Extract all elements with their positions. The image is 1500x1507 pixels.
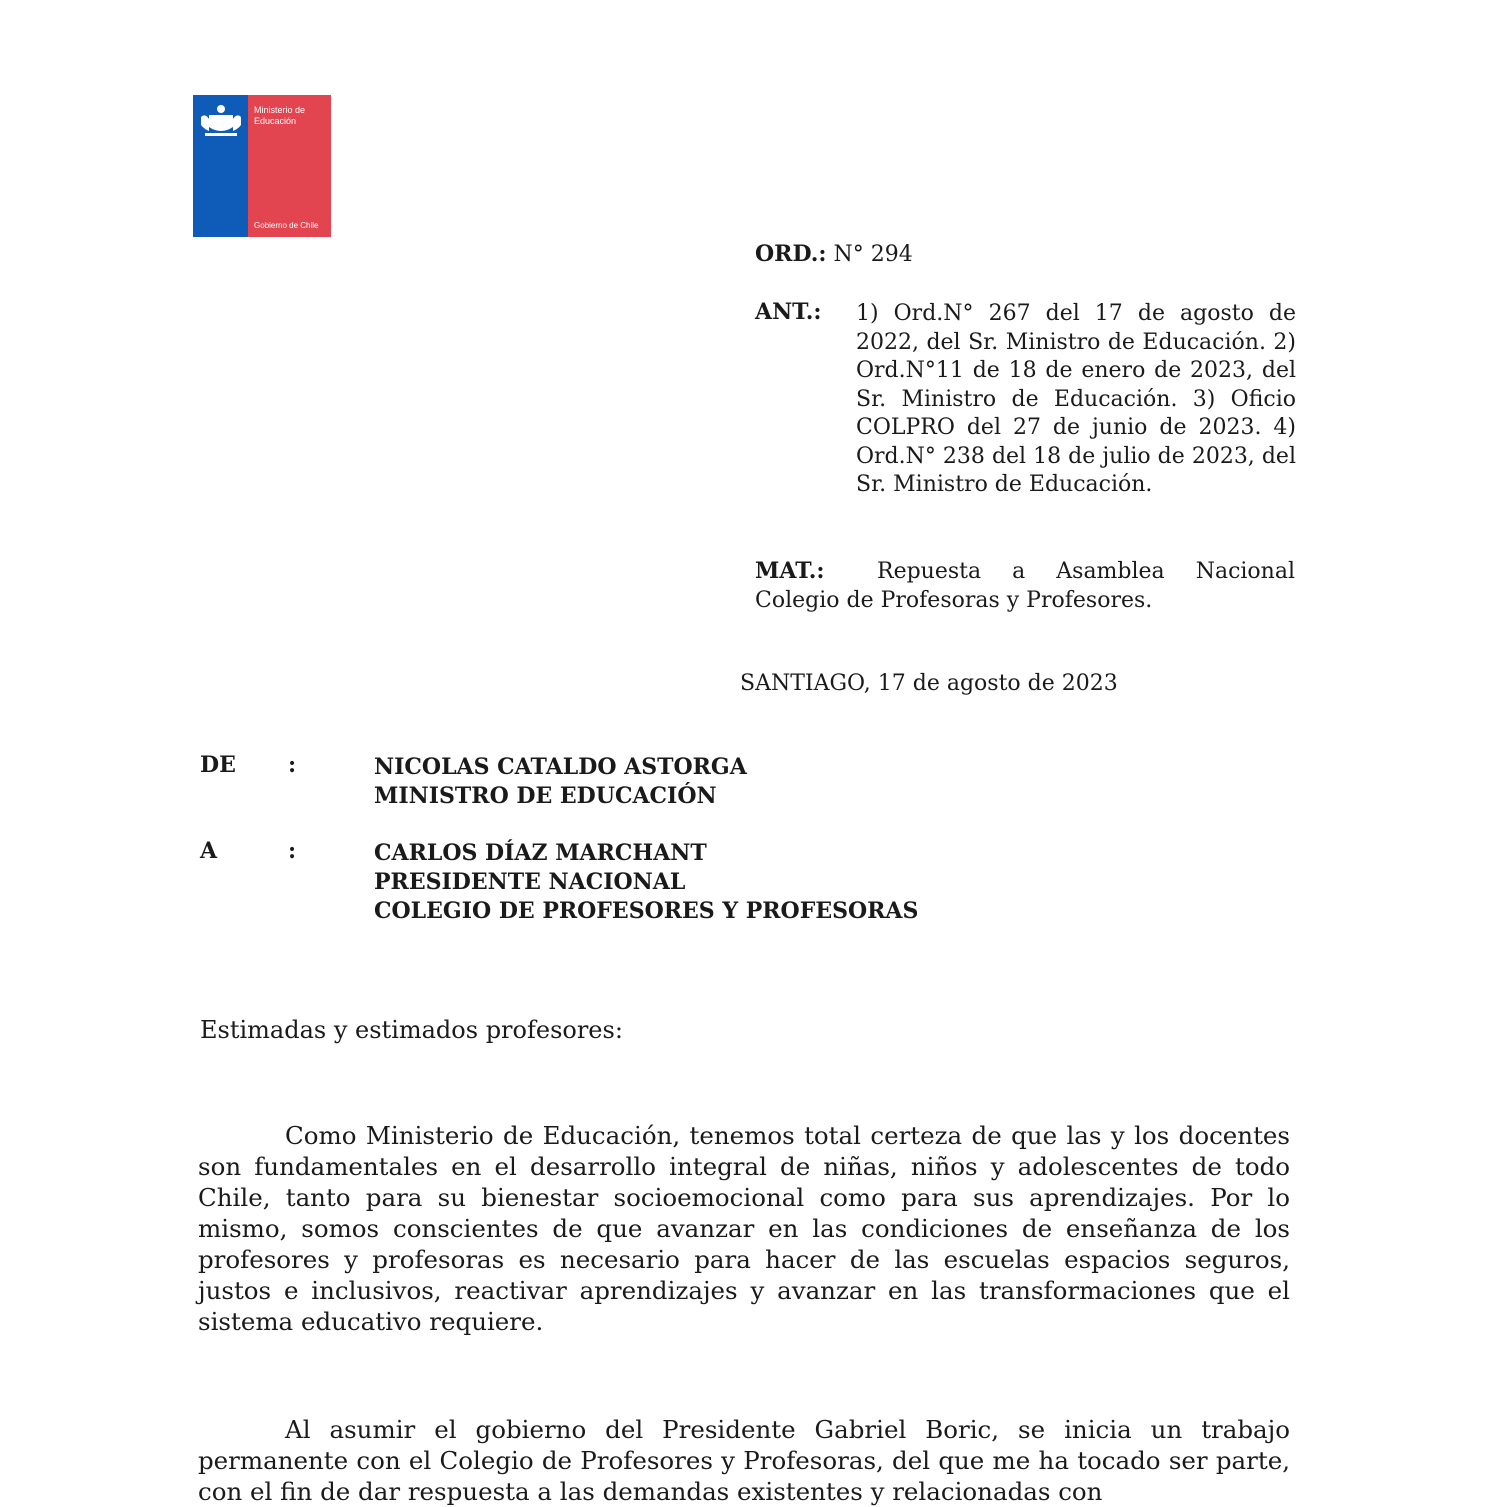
to-title: PRESIDENTE NACIONAL [374, 869, 686, 895]
ministry-logo [193, 95, 331, 237]
logo-ministry-line2: Educación [254, 116, 297, 126]
logo-ministry-name [254, 105, 330, 127]
coat-of-arms-icon [199, 103, 243, 139]
logo-ministry-line1: Ministerio de [254, 105, 306, 115]
ord-label: ORD.: [755, 241, 827, 267]
body-paragraph-1: Como Ministerio de Educación, tenemos total certeza de que las y los docentes son fundamentales en el desarrollo integral de niñas, niños y adolescentes de todo Chile, tanto para su bienestar socioemocional como para sus aprendizajes. Por lo mismo, somos conscientes de que avanzar en las condiciones de enseñanza de los profesores y profesoras es necesario para hacer de las escuelas espacios seguros, justos e inclusivos, reactivar aprendizajes y avanzar en las transformaciones que el sistema educativo requiere. [198, 1121, 1290, 1336]
to-org: COLEGIO DE PROFESORES Y PROFESORAS [374, 898, 919, 924]
to-colon: : [288, 838, 297, 864]
logo-government: Gobierno de Chile [254, 221, 319, 230]
mat-text: Repuesta a Asamblea Nacional Colegio de Profesoras y Profesores. [755, 559, 1295, 613]
body-paragraph-2: Al asumir el gobierno del Presidente Gabriel Boric, se inicia un trabajo permanente con el Colegio de Profesores y Profesoras, del que me ha tocado ser parte, con el fin de dar respuesta a las demandas existentes y relacionadas con [198, 1415, 1290, 1506]
from-colon: : [288, 752, 297, 778]
from-title: MINISTRO DE EDUCACIÓN [374, 783, 717, 809]
logo-red-panel [248, 95, 331, 237]
logo-blue-panel [193, 95, 248, 237]
from-label: DE [200, 752, 236, 778]
greeting: Estimadas y estimados profesores: [200, 1016, 623, 1044]
ant-label: ANT.: [755, 299, 822, 325]
to-block [374, 839, 918, 926]
from-block [374, 753, 747, 811]
to-name: CARLOS DÍAZ MARCHANT [374, 840, 707, 866]
ord-value: N° 294 [833, 242, 913, 267]
mat-label: MAT.: [755, 558, 825, 584]
ant-text: 1) Ord.N° 267 del 17 de agosto de 2022, del Sr. Ministro de Educación. 2) Ord.N°11 de 18 de enero de 2023, del Sr. Ministro de Educación. 3) Oficio COLPRO del 27 de junio de 2023. 4) Ord.N° 238 del 18 de julio de 2023, del Sr. Ministro de Educación. [856, 301, 1296, 497]
ord-line [755, 240, 913, 270]
to-label: A [200, 838, 218, 864]
from-name: NICOLAS CATALDO ASTORGA [374, 754, 747, 780]
date-line: SANTIAGO, 17 de agosto de 2023 [740, 671, 1118, 696]
